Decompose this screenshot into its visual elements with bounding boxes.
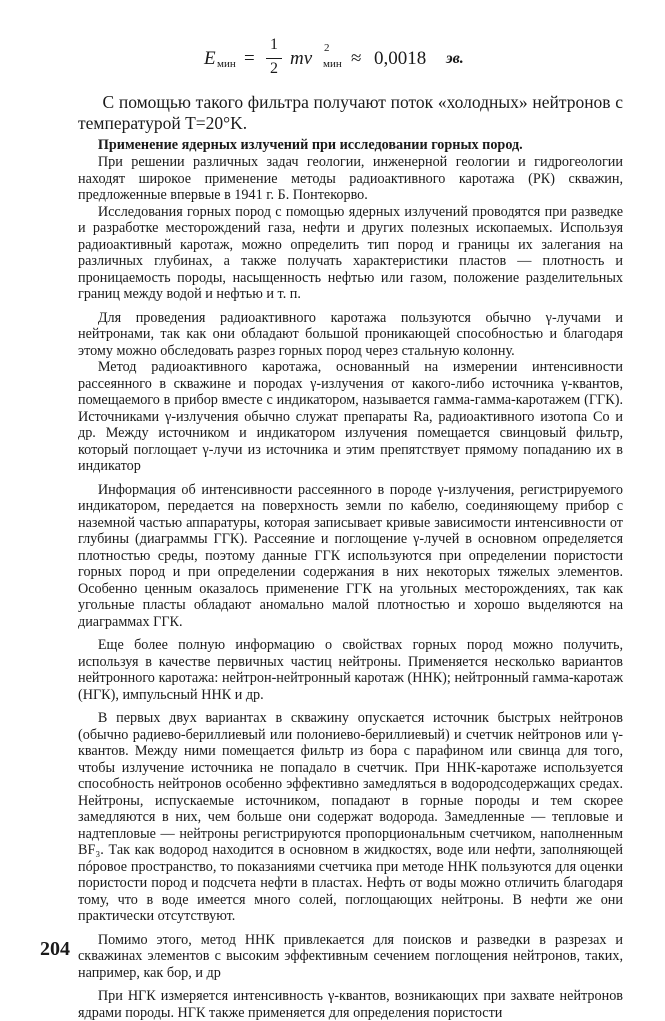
paragraph-nnk: В первых двух вариантах в скважину опускается источник быстрых нейтронов (обычно радиево-бериллиевый или полониево-бериллиевый) и счетчик нейтронов или γ-квантов. Между ними помещается фильтр из бора с парафином или свинца для того, чтобы излучение источника не попадало в счетчик. При ННК-каротаже используется способность нейтронов особенно эффективно замедляться в водородсодержащих средах. Нейтроны, испускаемые источником, попадают в горные породы и тем скорее замедляются в них, чем больше они содержат водорода. Замедленные — тепловые и надтепловые — нейтроны регистрируются пропорциональным счетчиком, наполненным BF₃. Так как водород находится в основном в жидкостях, воде или нефти, заполняющей пóровое пространство, то показаниями счетчика при методе ННК пользуются для оценки пористости пород и подсчета нефти в пластах. Нефть от воды можно отличить благодаря тому, что в воде имеется много солей, поглощающих нейтроны. В нефти же они практически отсутствуют.: [78, 710, 623, 924]
formula-unit: эв.: [446, 50, 464, 67]
body-text: [78, 92, 623, 1021]
paragraph-ggk-information: Информация об интенсивности рассеянного в породе γ-излучения, регистрируемого индикатором, передается на поверхность земли по кабелю, соединяющему прибор с наземной частью аппаратуры, которая записывает кривые зависимости интенсивности от глубины (диаграммы ГГК). Рассеяние и поглощение γ-лучей в основном определяется плотностью среды, поэтому данные ГГК используются при определении пористости горных пород и при определении содержания в них некоторых тяжелых элементов. Особенно ценным оказалось применение ГГК на угольных месторождениях, так как угольные пласты обладают аномально малой плотностью и хорошо выделяются на диаграммах ГГК.: [78, 481, 623, 630]
formula-numerator: 1: [270, 36, 278, 53]
formula-denominator: 2: [270, 60, 278, 77]
formula-equals: =: [244, 48, 255, 69]
paragraph-neutron-logging: Еще более полную информацию о свойствах горных пород можно получить, используя в качестве первичных частиц нейтроны. Применяется несколько вариантов нейтронного каротажа: нейтрон-нейтронный каротаж (ННК); нейтронный гамма-каротаж (НГК), импульсный ННК и др.: [78, 637, 623, 703]
page-number: 204: [40, 938, 70, 960]
paragraph-research: Исследования горных пород с помощью ядерных излучений проводятся при разведке и разработке месторождений газа, нефти и других полезных ископаемых. Используя радиоактивный каротаж, можно определить тип пород и границы их залегания на различных глубинах, а также получать характеристики пластов — плотность и проницаемость породы, насыщенность нефтью или газом, положение разделительных границ между водой и нефтью и т. п.: [78, 203, 623, 302]
formula-value: 0,0018: [374, 48, 427, 69]
paragraph-intro-rk: При решении различных задач геологии, инженерной геологии и гидрогеологии находят широкое применение методы радиоактивного каротажа (РК) скважин, предложенные впервые в 1941 г. Б. Понтекорво.: [78, 154, 623, 203]
formula-mv: mv: [290, 48, 313, 69]
section-heading: Применение ядерных излучений при исследовании горных пород.: [97, 137, 523, 153]
formula-energy-symbol: E: [204, 48, 216, 69]
formula-v-subscript: мин: [323, 58, 342, 70]
formula-approx: ≈: [351, 48, 362, 69]
formula-fraction-bar: [266, 58, 282, 59]
paragraph-nnk-search: Помимо этого, метод ННК привлекается для поисков и разведки в разрезах и скважинах элементов с высоким эффективным сечением поглощения нейтронов, таких, например, как бор, и др: [78, 931, 623, 981]
energy-formula: [200, 36, 520, 84]
paragraph-ggk-method: Метод радиоактивного каротажа, основанный на измерении интенсивности рассеянного в скважине и породах γ-излучения от какого-либо источника γ-квантов, помещаемого в прибор вместе с индикатором, называется гамма-гамма-каротажем (ГГК). Источниками γ-излучения обычно служат препараты Ra, радиоактивного изотопа Co и др. Между источником и индикатором излучения помещается свинцовый фильтр, который поглощает γ-лучи из источника и этим препятствует прямому попаданию их в индикатор: [78, 359, 623, 474]
paragraph-cold-neutrons: С помощью такого фильтра получают поток «холодных» нейтронов с температурой T=20°K.: [78, 92, 623, 133]
paragraph-ngk: При НГК измеряется интенсивность γ-квантов, возникающих при захвате нейтронов ядрами породы. НГК также применяется для определения пористости: [78, 988, 623, 1021]
formula-energy-subscript: мин: [217, 58, 236, 70]
formula-v-superscript: 2: [324, 42, 330, 54]
paragraph-gamma-neutrons: Для проведения радиоактивного каротажа пользуются обычно γ-лучами и нейтронами, так как они обладают большой проникающей способностью и благодаря этому можно обследовать разрез горных пород через стальную колонну.: [78, 309, 623, 359]
